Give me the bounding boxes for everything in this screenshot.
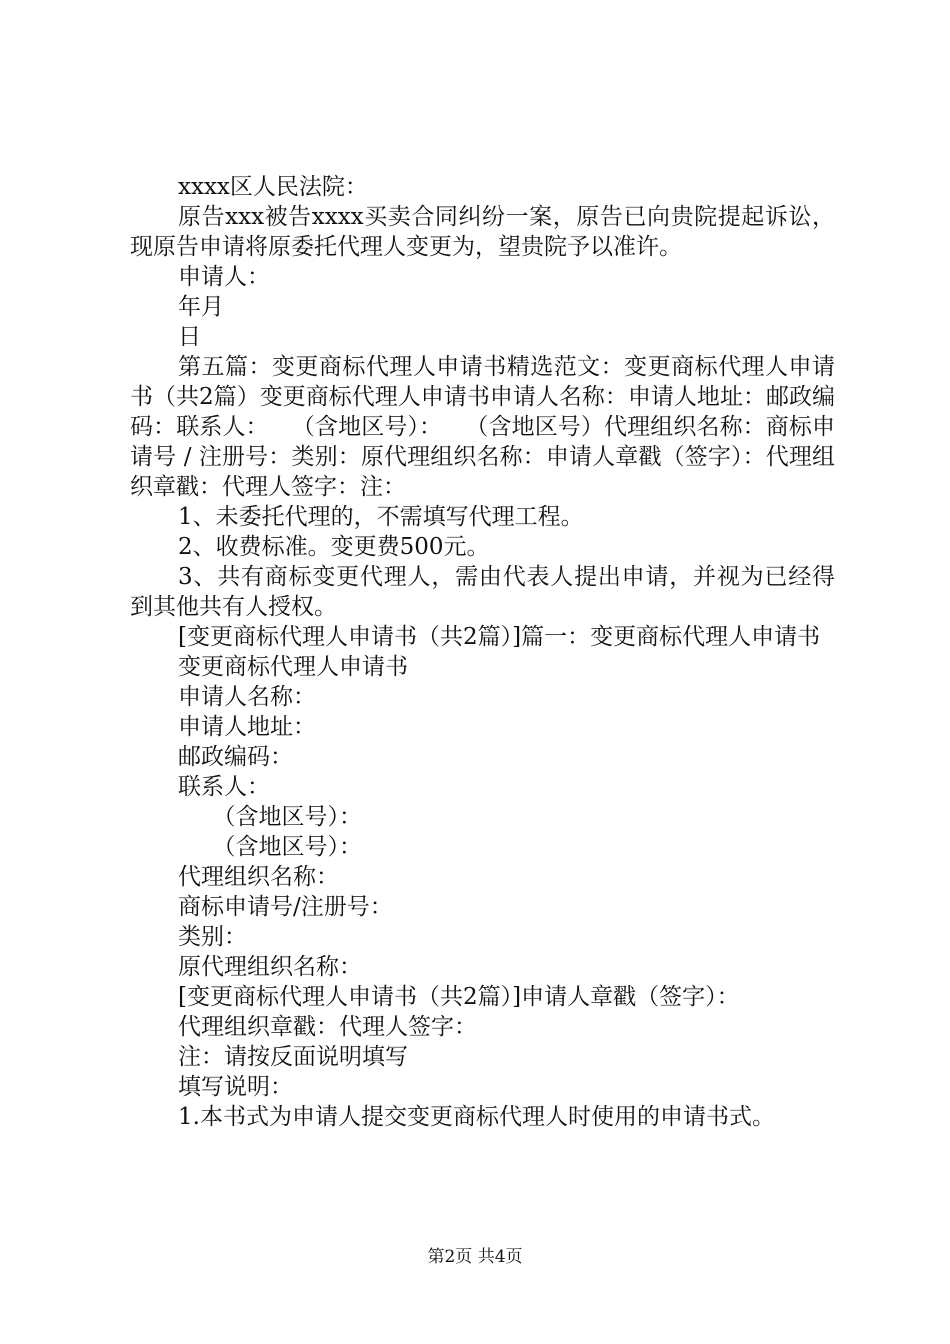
form-title: 变更商标代理人申请书 [178, 654, 408, 680]
form-field-original-agency: 原代理组织名称： [178, 954, 362, 980]
form-field-phone: （含地区号）： [178, 804, 362, 830]
case-paragraph: 原告xxx被告xxxx买卖合同纠纷一案，原告已向贵院提起诉讼，现原告申请将原委托代理人变更为，望贵院予以准许。 [130, 204, 835, 260]
applicant-line: 申请人： [178, 264, 270, 290]
date-day: 日 [178, 324, 201, 350]
note-item-2: 2、收费标准。变更费500元。 [178, 534, 490, 560]
section-heading-part-one: [变更商标代理人申请书（共2篇）]篇一：变更商标代理人申请书 [178, 624, 821, 650]
form-field-agency-seal: 代理组织章戳：代理人签字： [178, 1014, 477, 1040]
form-field-contact: 联系人： [178, 774, 270, 800]
page-footer: 第2页 共4页 [427, 1247, 523, 1267]
chapter-five-paragraph: 第五篇：变更商标代理人申请书精选范文：变更商标代理人申请书（共2篇）变更商标代理人申请书申请人名称：申请人地址：邮政编码：联系人： （含地区号）： （含地区号）代理组织名称：商标申请号 / 注册号：类别：原代理组织名称：申请人章戳（签字）：代理组织章戳：代理人签字：注： [130, 354, 835, 500]
note-item-3: 3、共有商标变更代理人，需由代表人提出申请，并视为已经得到其他共有人授权。 [130, 564, 835, 620]
form-field-applicant-seal: [变更商标代理人申请书（共2篇）]申请人章戳（签字）： [178, 984, 740, 1010]
note-item-1: 1、未委托代理的，不需填写代理工程。 [178, 504, 584, 530]
form-field-agency-name: 代理组织名称： [178, 864, 339, 890]
date-year-month: 年月 [178, 294, 224, 320]
document-body [130, 172, 835, 1132]
instructions-item-1: 1.本书式为申请人提交变更商标代理人时使用的申请书式。 [178, 1104, 775, 1130]
form-field-registration-number: 商标申请号/注册号： [178, 894, 393, 920]
court-addressee: xxxx区人民法院： [178, 174, 368, 200]
form-field-postcode: 邮政编码： [178, 744, 293, 770]
instructions-heading: 填写说明： [178, 1074, 293, 1100]
form-field-class: 类别： [178, 924, 247, 950]
form-note: 注：请按反面说明填写 [178, 1044, 408, 1070]
form-field-applicant-name: 申请人名称： [178, 684, 316, 710]
form-field-applicant-address: 申请人地址： [178, 714, 316, 740]
form-field-fax: （含地区号）： [178, 834, 362, 860]
